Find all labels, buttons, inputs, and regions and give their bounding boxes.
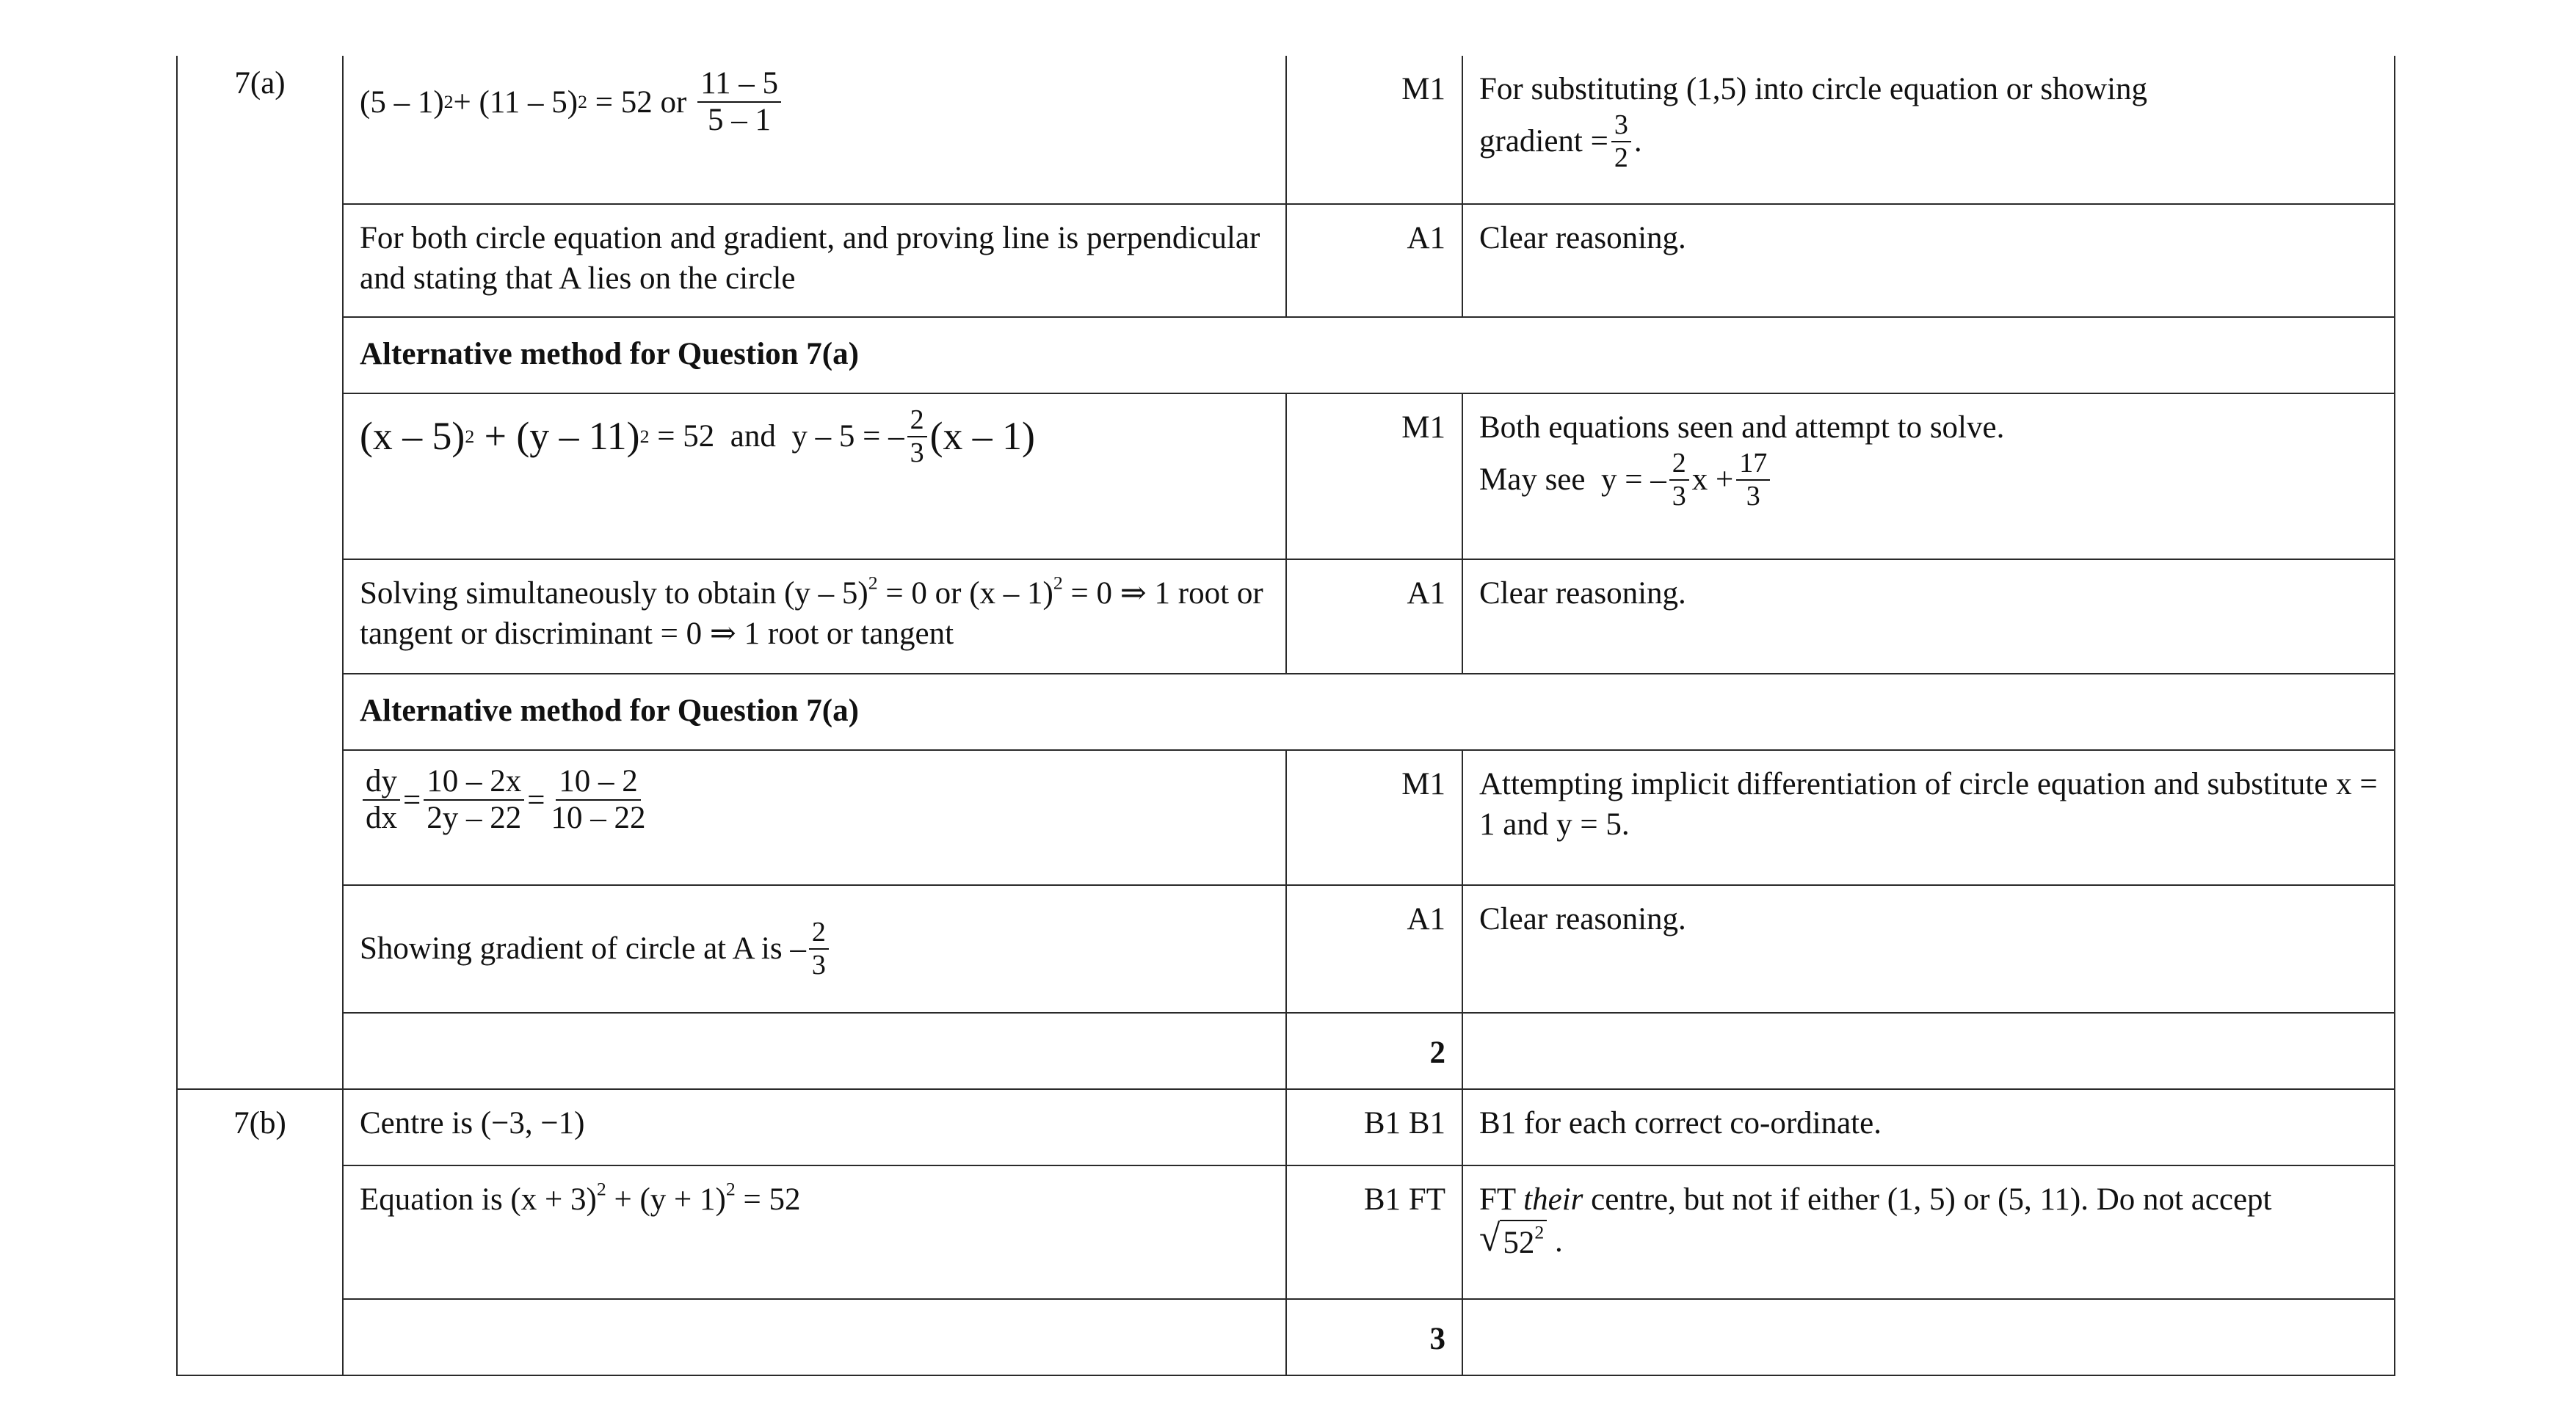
table-row <box>177 56 2395 204</box>
fraction-numerator: 10 – 2 <box>556 764 641 801</box>
notes-cell: Clear reasoning. <box>1462 885 2395 1013</box>
table-row <box>177 1089 2395 1165</box>
exponent: 2 <box>1053 572 1063 594</box>
answer-text: Solving simultaneously to obtain (y – 5) <box>360 576 868 611</box>
exponent: 2 <box>1534 1221 1545 1243</box>
gradient-fraction <box>809 917 829 981</box>
exponent: 2 <box>725 1178 736 1200</box>
mark-cell: A1 <box>1286 885 1462 1013</box>
fraction-numerator: 2 <box>1669 448 1689 481</box>
mark-cell: A1 <box>1286 559 1462 674</box>
fraction-numerator: 11 – 5 <box>697 66 781 103</box>
note-root <box>1479 1220 1563 1263</box>
fraction-denominator: 2 <box>1614 142 1628 173</box>
notes-cell <box>1462 1013 2395 1089</box>
exponent: 2 <box>868 572 878 594</box>
derivative-fraction <box>548 764 649 836</box>
answer-text: = 52 <box>735 1182 801 1217</box>
alternative-method-heading: Alternative method for Question 7(a) <box>343 317 2395 393</box>
answer-expression: (x – 5) 2 + (y – 11) 2 = 52 and y – 5 = – $\frac{2}{3}$ (x – 1) <box>360 404 1035 468</box>
answer-cell <box>343 1299 1286 1375</box>
square-root: √ $52^2$ <box>1479 1220 1547 1263</box>
fraction-denominator: 5 – 1 <box>708 103 772 138</box>
notes-cell: Attempting implicit differentiation of circle equation and substitute x = 1 and y = 5. <box>1462 750 2395 885</box>
fraction-numerator: dy <box>363 764 400 801</box>
fraction-numerator: 10 – 2x <box>424 764 524 801</box>
answer-cell: For both circle equation and gradient, and proving line is perpendicular and stating that A lies on the circle <box>343 204 1286 317</box>
fraction-numerator: 17 <box>1736 448 1770 481</box>
expr-part: = 52 and y – 5 = – <box>649 419 904 454</box>
expr-part: (x – 5) <box>360 414 465 459</box>
alternative-method-heading: Alternative method for Question 7(a) <box>343 674 2395 750</box>
derivative-fraction <box>363 764 400 836</box>
note-text: For substituting (1,5) into circle equation or showing <box>1479 72 2148 106</box>
fraction-denominator: 3 <box>910 437 924 468</box>
table-row <box>177 204 2395 317</box>
mark-cell: B1 B1 <box>1286 1089 1462 1165</box>
answer-expression: (5 – 1) 2 + (11 – 5) 2 = 52 or $\frac{11 - 5}{5 - 1}$ <box>360 66 784 138</box>
answer-cell <box>343 56 1286 204</box>
mark-cell: M1 <box>1286 56 1462 204</box>
expr-part: (x – 1) <box>929 414 1035 459</box>
answer-cell <box>343 393 1286 559</box>
notes-cell <box>1462 393 2395 559</box>
fraction-numerator: 2 <box>907 404 927 437</box>
note-text: centre, but not if either (1, 5) or (5, 11). Do not accept <box>1583 1182 2272 1217</box>
question-number-7b: 7(b) <box>177 1089 343 1375</box>
fraction-denominator: dx <box>366 801 397 836</box>
mark-cell: B1 FT <box>1286 1165 1462 1299</box>
note-text: . <box>1633 124 1642 159</box>
exponent: 2 <box>596 1178 606 1200</box>
expr-part: = 52 or <box>587 84 695 120</box>
note-text: May see y = – <box>1479 462 1666 498</box>
note-line-equation <box>1479 448 1773 512</box>
answer-cell: Centre is (−3, −1) <box>343 1089 1286 1165</box>
total-marks: 3 <box>1286 1299 1462 1375</box>
answer-text: = 0 or (x – 1) <box>877 576 1053 611</box>
mark-cell: M1 <box>1286 750 1462 885</box>
fraction-denominator: 3 <box>1746 480 1760 512</box>
answer-cell <box>343 1165 1286 1299</box>
derivative-fraction <box>424 764 524 836</box>
expr-part: + (11 – 5) <box>453 84 578 120</box>
answer-cell <box>343 885 1286 1013</box>
notes-cell <box>1462 1299 2395 1375</box>
answer-text: + (y + 1) <box>606 1182 726 1217</box>
note-text: FT <box>1479 1182 1524 1217</box>
mark-cell: A1 <box>1286 204 1462 317</box>
answer-expression <box>360 917 832 981</box>
table-row <box>177 1165 2395 1299</box>
note-fraction <box>1669 448 1689 512</box>
fraction-denominator: 2y – 22 <box>427 801 522 836</box>
note-text: . <box>1547 1224 1563 1259</box>
answer-expression <box>360 764 652 836</box>
fraction-numerator: 2 <box>809 917 829 950</box>
mark-cell: M1 <box>1286 393 1462 559</box>
table-row <box>177 674 2395 750</box>
table-row <box>177 750 2395 885</box>
total-marks: 2 <box>1286 1013 1462 1089</box>
notes-cell <box>1462 1165 2395 1299</box>
fraction-denominator: 3 <box>811 950 826 981</box>
note-emphasis: their <box>1523 1182 1583 1217</box>
expr-part: + (y – 11) <box>474 414 640 459</box>
note-gradient <box>1479 109 1642 173</box>
answer-cell <box>343 1013 1286 1089</box>
answer-cell <box>343 750 1286 885</box>
answer-text: Equation is (x + 3) <box>360 1182 597 1217</box>
table-row <box>177 1299 2395 1375</box>
equals-sign: = <box>527 782 545 818</box>
notes-cell <box>1462 56 2395 204</box>
table-row <box>177 393 2395 559</box>
notes-cell: Clear reasoning. <box>1462 204 2395 317</box>
gradient-fraction <box>697 66 781 138</box>
expr-part: (5 – 1) <box>360 84 444 120</box>
answer-cell <box>343 559 1286 674</box>
note-text: x + <box>1691 462 1734 498</box>
note-fraction <box>1736 448 1770 512</box>
answer-text: = 0 ⇒ 1 root or tangent or discriminant = 0 ⇒ 1 root or tangent <box>360 576 1263 652</box>
notes-cell: B1 for each correct co-ordinate. <box>1462 1089 2395 1165</box>
question-number-7a: 7(a) <box>177 56 343 1089</box>
slope-fraction <box>907 404 927 468</box>
fraction-denominator: 10 – 22 <box>551 801 646 836</box>
table-row <box>177 559 2395 674</box>
note-text: gradient = <box>1479 124 1608 159</box>
equals-sign: = <box>403 782 421 818</box>
note-fraction <box>1611 109 1631 173</box>
answer-text: Showing gradient of circle at A is – <box>360 931 806 967</box>
fraction-numerator: 3 <box>1611 109 1631 142</box>
note-text: Both equations seen and attempt to solve. <box>1479 410 2005 445</box>
table-row <box>177 885 2395 1013</box>
table-row <box>177 1013 2395 1089</box>
fraction-denominator: 3 <box>1672 480 1686 512</box>
root-base: 52 <box>1503 1226 1535 1261</box>
notes-cell: Clear reasoning. <box>1462 559 2395 674</box>
table-row <box>177 317 2395 393</box>
mark-scheme-table <box>176 56 2395 1376</box>
